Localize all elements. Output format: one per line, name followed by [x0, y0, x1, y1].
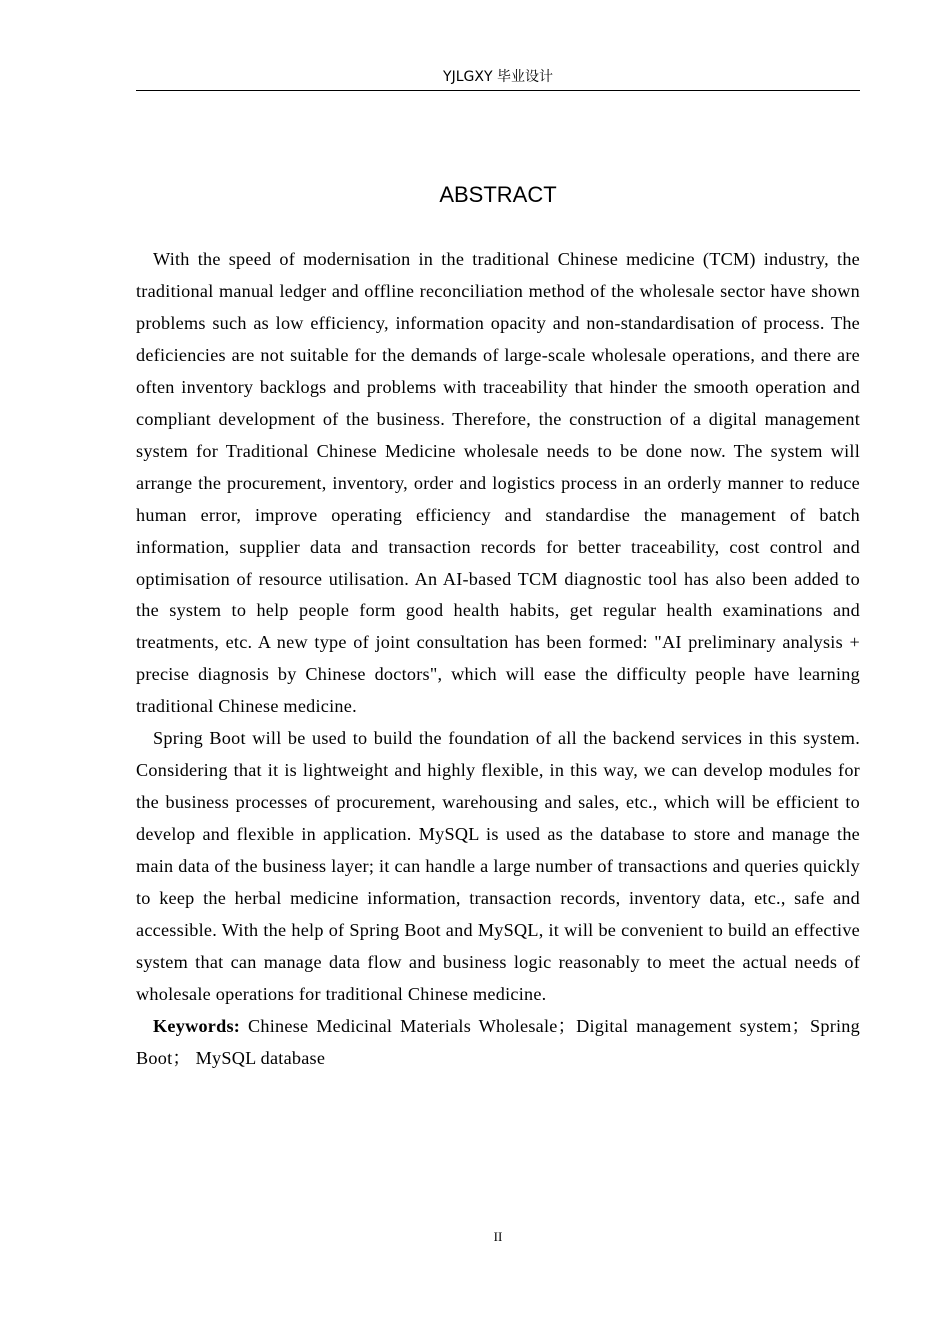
abstract-paragraph-1: With the speed of modernisation in the traditional Chinese medicine (TCM) industry, the traditional manual ledger and offline reconciliation method of the wholesale sector have shown problems such as low efficiency, information opacity and non-standardisation of process. The deficiencies are not suitable for the demands of large-scale wholesale operations, and there are often inventory backlogs and problems with traceability that hinder the smooth operation and compliant development of the business. Therefore, the construction of a digital management system for Traditional Chinese Medicine wholesale needs to be done now. The system will arrange the procurement, inventory, order and logistics process in an orderly manner to reduce human error, improve operating efficiency and standardise the management of batch information, supplier data and transaction records for better traceability, cost control and optimisation of resource utilisation. An AI-based TCM diagnostic tool has also been added to the system to help people form good health habits, get regular health examinations and treatments, etc. A new type of joint consultation has been formed: "AI preliminary analysis + precise diagnosis by Chinese doctors", which will ease the difficulty people have learning traditional Chinese medicine. — [136, 249, 860, 717]
abstract-paragraph-2: Spring Boot will be used to build the foundation of all the backend services in this system. Considering that it is lightweight and highly flexible, in this way, we can develop modules for the business processes of procurement, warehousing and sales, etc., which will be efficient to develop and flexible in application. MySQL is used as the database to store and manage the main data of the business layer; it can handle a large number of transactions and queries quickly to keep the herbal medicine information, transaction records, inventory data, etc., safe and accessible. With the help of Spring Boot and MySQL, it will be convenient to build an effective system that can manage data flow and business logic reasonably to meet the actual needs of wholesale operations for traditional Chinese medicine. — [136, 728, 860, 1004]
keywords-label: Keywords: — [153, 1015, 241, 1036]
header-text: YJLGXY 毕业设计 — [443, 69, 553, 85]
abstract-title: ABSTRACT — [439, 182, 557, 207]
keywords-text: Chinese Medicinal Materials Wholesale；Digital management system；Spring Boot； MySQL database — [136, 1015, 860, 1068]
page-header — [136, 66, 860, 91]
keywords-paragraph — [136, 1011, 860, 1075]
page-number: II — [493, 1229, 503, 1244]
abstract-body — [136, 244, 860, 1075]
